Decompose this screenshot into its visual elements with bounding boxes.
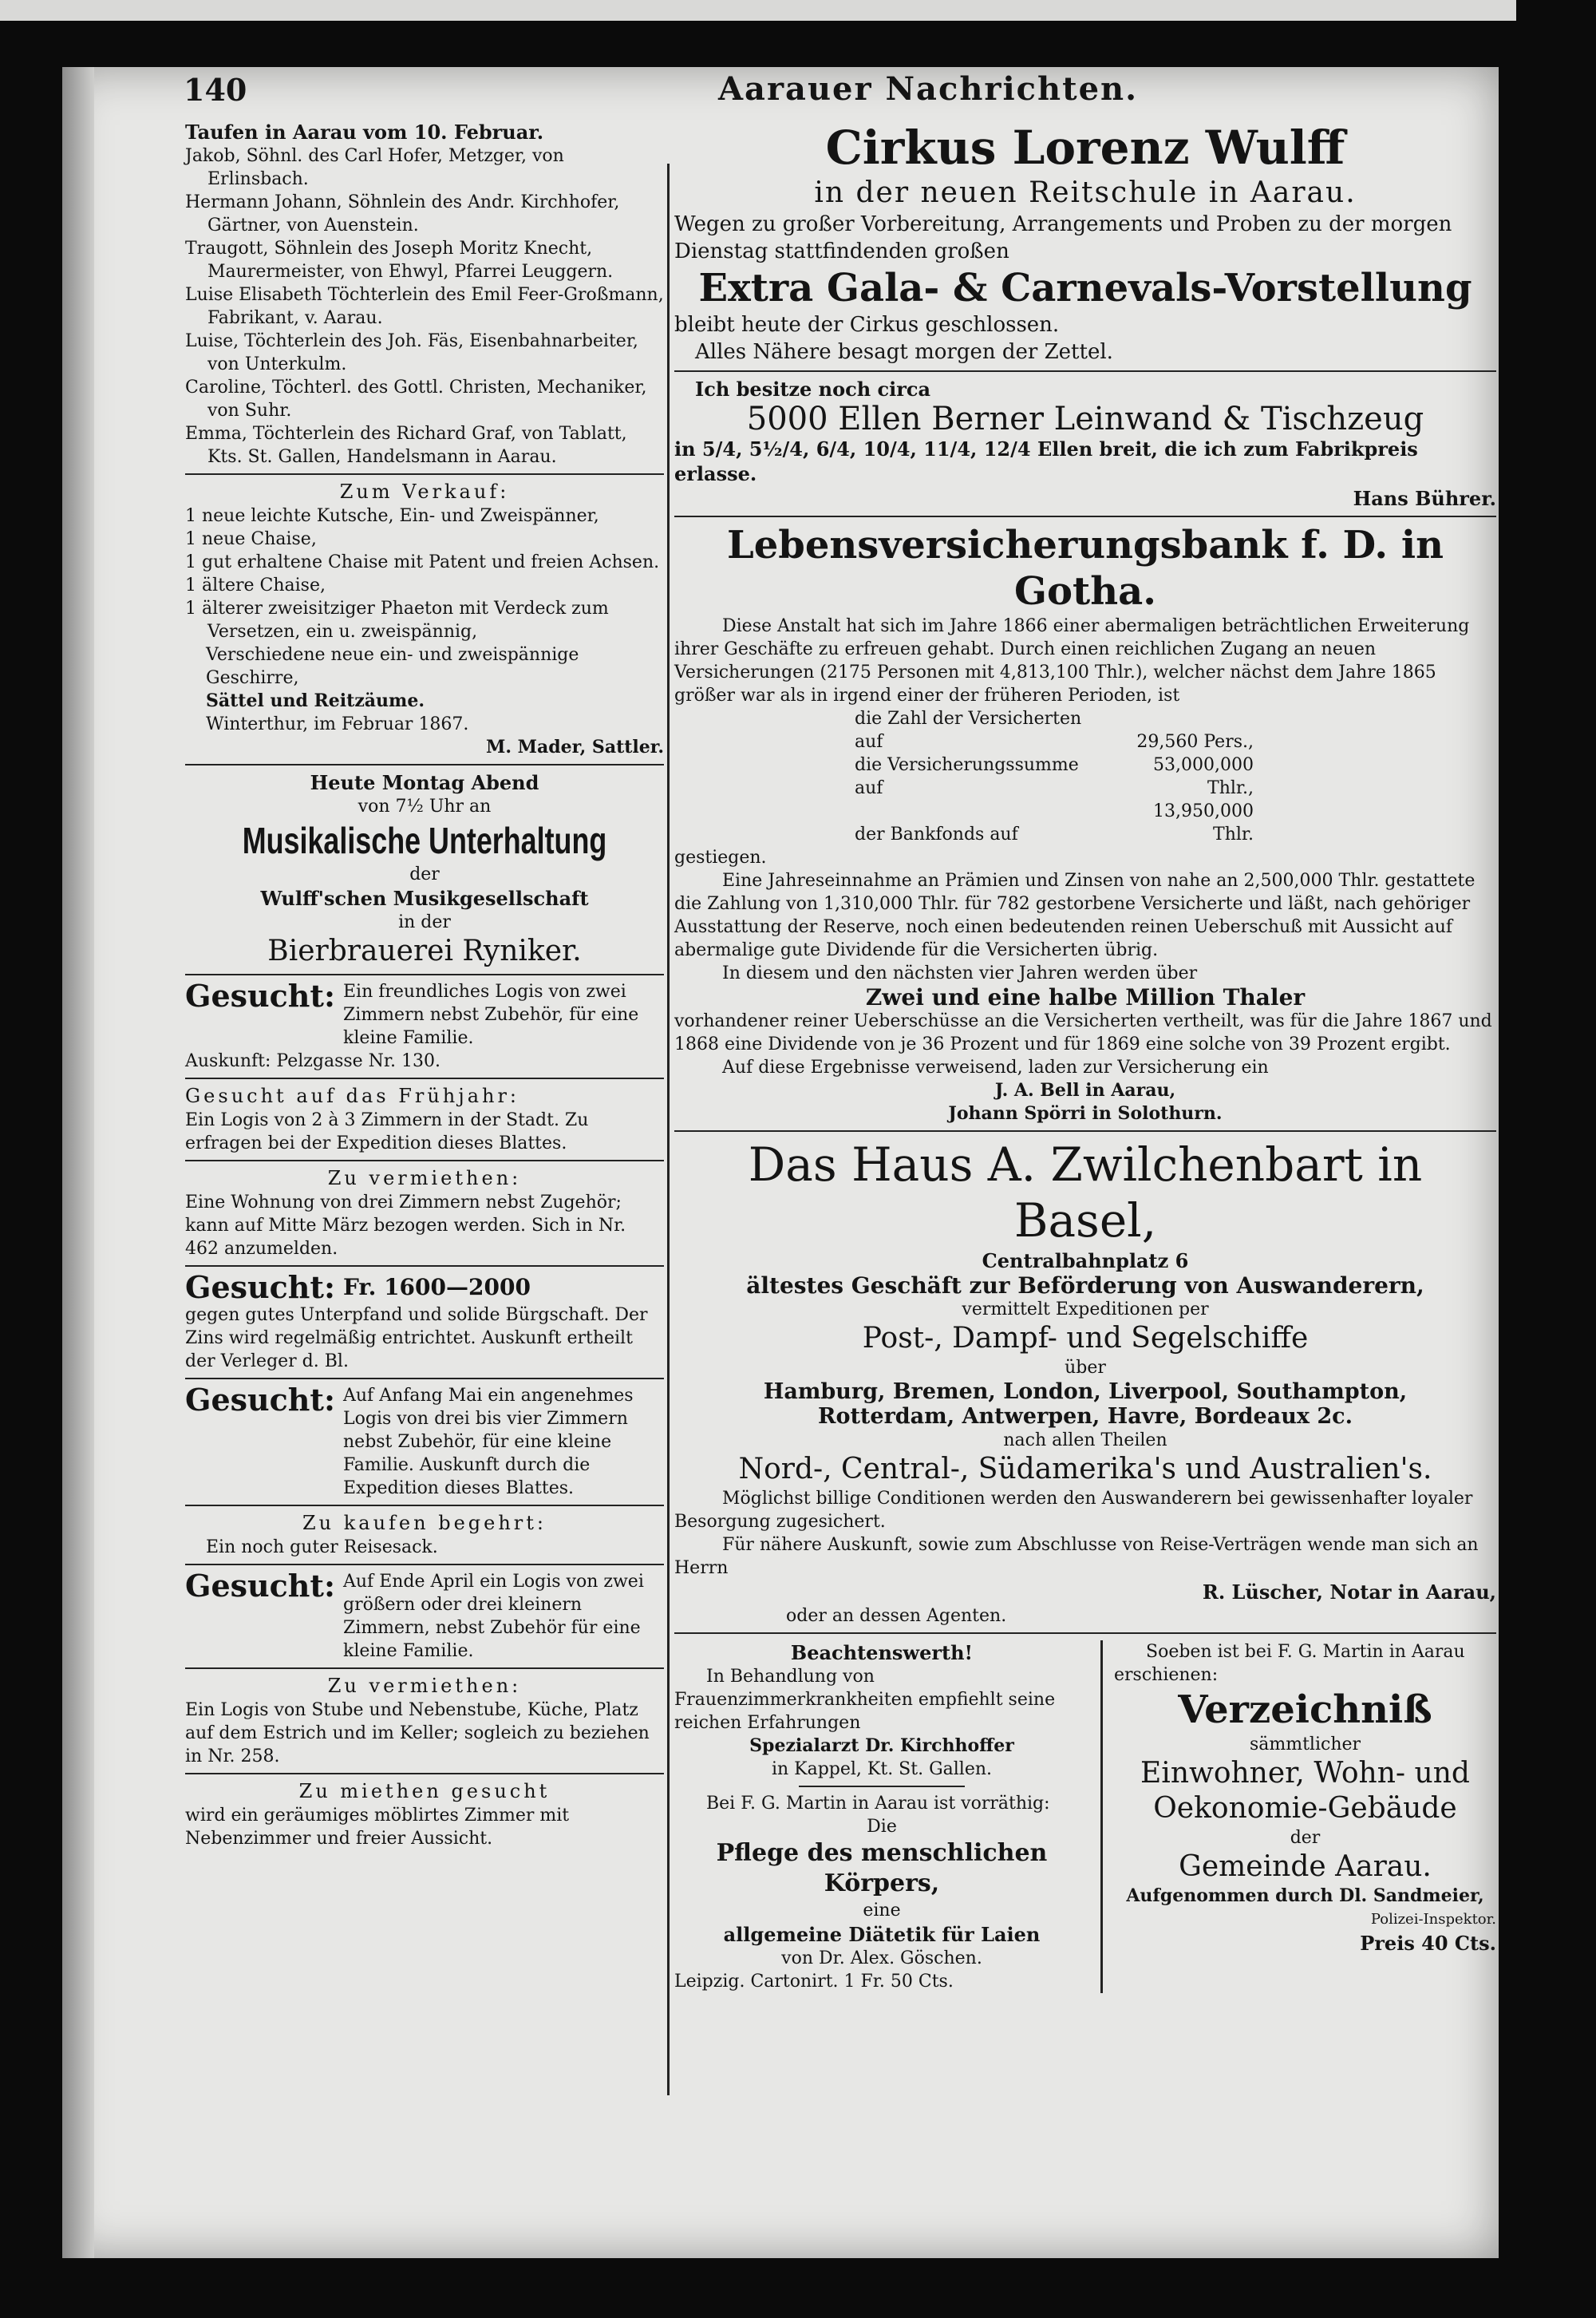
zwilchenbart-line: vermittelt Expeditionen per [962, 1299, 1209, 1319]
verzeichniss-role: Polizei-Inspektor. [1370, 1911, 1496, 1928]
cirkus-text: Wegen zu großer Vorbereitung, Arrangements und Proben zu der morgen Dienstag stattfindenden großen [674, 212, 1452, 263]
zwilchenbart-ships: Post-, Dampf- und Segelschiffe [862, 1322, 1309, 1355]
beachtens-die: Die [867, 1817, 897, 1837]
cirkus-subtitle: in der neuen Reitschule in Aarau. [814, 176, 1357, 209]
zwilchenbart-agent: R. Lüscher, Notar in Aarau, [1202, 1580, 1496, 1604]
ad-kaufen [185, 1511, 664, 1559]
taufen-entry: Hermann Johann, Söhnlein des Andr. Kirchhofer, Gärtner, von Auenstein. [185, 192, 620, 235]
ad-keyword: Gesucht: [185, 1382, 335, 1418]
taufen-heading: Taufen in Aarau vom 10. Februar. [185, 121, 544, 144]
bank-agent: Johann Spörri in Solothurn. [948, 1103, 1223, 1124]
konzert-line2: von 7½ Uhr an [358, 797, 492, 817]
scan-border [0, 0, 1516, 21]
bank-stat-label: die Versicherungssumme auf [855, 755, 1079, 798]
ad-vermiethen-1 [185, 1166, 664, 1260]
leinwand-signature: Hans Bührer. [1353, 487, 1496, 510]
verkauf-ad [185, 480, 664, 759]
taufen-entry: Luise, Töchterlein des Joh. Fäs, Eisenbahnarbeiter, von Unterkulm. [185, 331, 638, 374]
bank-text: Auf diese Ergebnisse verweisend, laden zur Versicherung ein [722, 1058, 1269, 1078]
verkauf-extra: Sättel und Reitzäume. [206, 690, 425, 711]
konzert-title: Musikalische Unterhaltung [242, 820, 607, 861]
page-number: 140 [184, 72, 247, 108]
verkauf-item: 1 älterer zweisitziger Phaeton mit Verdeck zum Versetzen, ein u. zweispännig, [185, 599, 609, 642]
taufen-entry: Jakob, Söhnl. des Carl Hofer, Metzger, von Erlinsbach. [185, 146, 564, 189]
taufen-entry: Luise Elisabeth Töchterlein des Emil Feer-Großmann, Fabrikant, v. Aarau. [185, 285, 664, 328]
ad-text: wird ein geräumiges möblirtes Zimmer mit Nebenzimmer und freier Aussicht. [185, 1806, 570, 1849]
divider [674, 1632, 1496, 1634]
cirkus-ad [674, 120, 1496, 366]
ad-heading: Gesucht auf das Frühjahr: [185, 1085, 520, 1107]
zwilchenbart-text: Für nähere Auskunft, sowie zum Abschlusse von Reise-Verträgen wende man sich an Herrn [674, 1535, 1479, 1578]
beachtens-imprint: Leipzig. Cartonirt. 1 Fr. 50 Cts. [674, 1972, 954, 1992]
bank-text: Diese Anstalt hat sich im Jahre 1866 einer abermaligen beträchtlichen Erweiterung ihrer Geschäfte zu erfreuen gehabt. Durch einen reichlichen Zugang an neuen Versicherungen (2175 Personen mit 4,813,100 Thlr.), welcher nächst dem Jahre 1865 größer war als in irgend einer der früheren Perioden, ist [674, 616, 1470, 706]
zwilchenbart-line: nach allen Theilen [1003, 1430, 1167, 1450]
zwilchenbart-ports: Hamburg, Bremen, London, Liverpool, Southampton, [763, 1379, 1408, 1404]
bank-stat-value: 13,950,000 Thlr. [1153, 801, 1254, 845]
verzeichniss-by: Aufgenommen durch Dl. Sandmeier, [1126, 1885, 1484, 1906]
ad-gesucht-2 [185, 1084, 664, 1155]
verzeichniss-der: der [1290, 1828, 1321, 1848]
ad-gesucht-4 [185, 1384, 664, 1500]
bank-text: vorhandener reiner Ueberschüsse an die Versicherten vertheilt, was für die Jahre 1867 und 1868 eine Dividende von je 36 Prozent und für 1869 eine solche von 39 Prozent ergibt. [674, 1011, 1492, 1054]
divider [185, 1160, 664, 1161]
ad-keyword: Gesucht: [185, 1269, 335, 1305]
verkauf-item: 1 gut erhaltene Chaise mit Patent und freien Achsen. [185, 552, 660, 572]
ad-gesucht-3 [185, 1269, 664, 1373]
divider [185, 1505, 664, 1506]
bank-stat-value: 53,000,000 Thlr., [1153, 755, 1254, 798]
bank-stat [674, 800, 1496, 846]
konzert-band: Wulff'schen Musikgesellschaft [260, 887, 589, 910]
verkauf-item: 1 neue Chaise, [185, 529, 317, 549]
zwilchenbart-text: oder an dessen Agenten. [786, 1606, 1007, 1626]
divider [185, 1078, 664, 1079]
konzert-ad [185, 770, 664, 969]
taufen-entry: Emma, Töchterlein des Richard Graf, von Tablatt, Kts. St. Gallen, Handelsmann in Aarau. [185, 424, 627, 467]
verzeichniss-line: Einwohner, Wohn- und [1140, 1757, 1470, 1790]
ad-text: Ein Logis von 2 à 3 Zimmern in der Stadt. Zu erfragen bei der Expedition dieses Blattes. [185, 1110, 589, 1153]
zwilchenbart-ports: Rotterdam, Antwerpen, Havre, Bordeaux 2c. [818, 1404, 1353, 1429]
verkauf-item: 1 neue leichte Kutsche, Ein- und Zweispänner, [185, 506, 599, 526]
beachtens-doctor: Spezialarzt Dr. Kirchhoffer [749, 1735, 1014, 1756]
taufen-entry: Caroline, Töchterl. des Gottl. Christen, Mechaniker, von Suhr. [185, 378, 647, 421]
beachtens-text: In Behandlung von Frauenzimmerkrankheiten empfiehlt seine reichen Erfahrungen [674, 1667, 1056, 1733]
bank-text: Eine Jahreseinnahme an Prämien und Zinsen von nahe an 2,500,000 Thlr. gestattete die Zahlung von 1,310,000 Thlr. für 782 gestorbene Versicherte und läßt, nach gehöriger Ausstattung der Reserve, noch einen bedeutenden reinen Ueberschuß mit Aussicht auf abermalige gute Dividende für die Versicherten übrig. [674, 871, 1476, 960]
verkauf-heading: Zum Verkauf: [339, 481, 510, 503]
ad-text: Auf Anfang Mai ein angenehmes Logis von drei bis vier Zimmern nebst Zubehör, für eine kleine Familie. Auskunft durch die Expedition dieses Blattes. [343, 1386, 634, 1498]
verkauf-place-date: Winterthur, im Februar 1867. [206, 714, 469, 734]
cirkus-show: Extra Gala- & Carnevals-Vorstellung [698, 266, 1472, 311]
taufen-entry: Traugott, Söhnlein des Joseph Moritz Knecht, Maurermeister, von Ehwyl, Pfarrei Leuggern. [185, 239, 614, 282]
ad-heading: Zu kaufen begehrt: [302, 1512, 547, 1534]
divider [185, 974, 664, 975]
ad-keyword: Gesucht: [185, 978, 335, 1014]
zwilchenbart-title: Das Haus A. Zwilchenbart in Basel, [748, 1137, 1423, 1248]
ad-text: gegen gutes Unterpfand und solide Bürgschaft. Der Zins wird regelmäßig entrichtet. Auskunft ertheilt der Verleger d. Bl. [185, 1305, 648, 1371]
ad-heading: Zu miethen gesucht [298, 1780, 551, 1802]
ad-text: Eine Wohnung von drei Zimmern nebst Zugehör; kann auf Mitte März bezogen werden. Sich in Nr. 462 anzumelden. [185, 1193, 626, 1259]
beachtens-eine: eine [863, 1901, 901, 1920]
bank-ad [674, 522, 1496, 1125]
beachtens-place: in Kappel, Kt. St. Gallen. [771, 1759, 993, 1779]
bank-stat-value: 29,560 Pers., [1136, 732, 1254, 752]
leinwand-line: Ich besitze noch circa [695, 378, 931, 401]
ad-text: Auf Ende April ein Logis von zwei größern oder drei kleinern Zimmern, nebst Zubehör für eine kleine Familie. [343, 1572, 644, 1661]
ad-info: Auskunft: Pelzgasse Nr. 130. [185, 1051, 440, 1071]
verzeichniss-price: Preis 40 Cts. [1360, 1932, 1496, 1955]
ad-miethen [185, 1779, 664, 1850]
verkauf-item: 1 ältere Chaise, [185, 576, 326, 595]
ad-heading: Zu vermiethen: [327, 1167, 522, 1189]
right-column [674, 120, 1496, 1993]
ad-vermiethen-2 [185, 1674, 664, 1768]
divider [185, 1265, 664, 1267]
beachtens-subtitle: allgemeine Diätetik für Laien [723, 1923, 1041, 1946]
bank-stat [674, 754, 1496, 800]
beachtens-author: von Dr. Alex. Göschen. [781, 1948, 982, 1968]
ad-text: Ein Logis von Stube und Nebenstube, Küche, Platz auf dem Estrich und im Keller; sogleich zu beziehen in Nr. 258. [185, 1700, 650, 1766]
divider [185, 1564, 664, 1565]
verzeichniss-line: Gemeinde Aarau. [1179, 1850, 1432, 1883]
beachtens-text: Bei F. G. Martin in Aarau ist vorräthig: [706, 1794, 1050, 1814]
konzert-in-der: in der [398, 912, 451, 932]
verkauf-extra: Verschiedene neue ein- und zweispännige Geschirre, [206, 645, 579, 688]
verzeichniss-title: Verzeichniß [1178, 1687, 1432, 1732]
ad-text: Ein noch guter Reisesack. [206, 1537, 438, 1557]
running-head: Aarauer Nachrichten. [718, 70, 1139, 108]
beachtens-ad [674, 1640, 1103, 1993]
taufen-section [185, 120, 664, 469]
divider [185, 764, 664, 765]
cirkus-title: Cirkus Lorenz Wulff [825, 121, 1345, 175]
left-column [185, 120, 664, 1850]
beachtens-book: Pflege des menschlichen Körpers, [716, 1839, 1048, 1897]
verzeichniss-saemmtlicher: sämmtlicher [1249, 1735, 1361, 1754]
divider [185, 1378, 664, 1379]
verkauf-signature: M. Mader, Sattler. [485, 737, 664, 758]
zwilchenbart-ad [674, 1137, 1496, 1628]
bank-text: In diesem und den nächsten vier Jahren werden über [722, 963, 1198, 983]
konzert-venue: Bierbrauerei Ryniker. [267, 935, 582, 967]
divider [185, 1773, 664, 1774]
bank-text: gestiegen. [674, 848, 767, 868]
ad-heading: Zu vermiethen: [327, 1675, 522, 1697]
page-gutter [62, 67, 94, 2258]
zwilchenbart-regions: Nord-, Central-, Südamerika's und Australien's. [738, 1453, 1432, 1485]
divider [674, 1130, 1496, 1132]
ad-text: Ein freundliches Logis von zwei Zimmern nebst Zubehör, für eine kleine Familie. [343, 982, 639, 1048]
verzeichniss-intro: Soeben ist bei F. G. Martin in Aarau erschienen: [1114, 1642, 1465, 1685]
konzert-line1: Heute Montag Abend [310, 771, 539, 794]
ad-keyword: Gesucht: [185, 1568, 335, 1604]
beachtens-heading: Beachtenswerth! [790, 1641, 974, 1664]
ad-gesucht-1 [185, 980, 664, 1073]
cirkus-text: Alles Nähere besagt morgen der Zettel. [695, 340, 1113, 364]
bottom-split [674, 1640, 1496, 1993]
leinwand-headline: 5000 Ellen Berner Leinwand & Tischzeug [746, 401, 1424, 437]
zwilchenbart-text: Möglichst billige Conditionen werden den Auswanderern bei gewissenhafter loyaler Besorgung zugesichert. [674, 1489, 1473, 1532]
bank-highlight: Zwei und eine halbe Million Thaler [865, 984, 1306, 1011]
ad-gesucht-5 [185, 1570, 664, 1663]
zwilchenbart-address: Centralbahnplatz 6 [982, 1249, 1189, 1272]
zwilchenbart-ueber: über [1065, 1358, 1106, 1378]
ad-amount: Fr. 1600—2000 [343, 1274, 531, 1300]
verzeichniss-ad [1103, 1640, 1496, 1993]
zwilchenbart-line: ältestes Geschäft zur Beförderung von Auswanderern, [746, 1272, 1424, 1299]
leinwand-ad [674, 377, 1496, 511]
divider [674, 370, 1496, 372]
bank-agent: J. A. Bell in Aarau, [994, 1080, 1176, 1101]
konzert-der: der [409, 864, 440, 884]
leinwand-line: in 5/4, 5½/4, 6/4, 10/4, 11/4, 12/4 Ellen breit, die ich zum Fabrikpreis erlasse. [674, 437, 1418, 485]
bank-title: Lebensversicherungsbank f. D. in Gotha. [727, 523, 1444, 614]
divider [185, 473, 664, 475]
divider [674, 516, 1496, 517]
bank-stat-label: der Bankfonds auf [855, 825, 1018, 845]
divider [185, 1667, 664, 1669]
cirkus-text: bleibt heute der Cirkus geschlossen. [674, 313, 1060, 337]
bank-stat-label: die Zahl der Versicherten auf [855, 709, 1082, 752]
divider [799, 1786, 965, 1787]
verzeichniss-line: Oekonomie-Gebäude [1153, 1792, 1457, 1825]
bank-stat [674, 707, 1496, 754]
column-divider [667, 164, 670, 2095]
